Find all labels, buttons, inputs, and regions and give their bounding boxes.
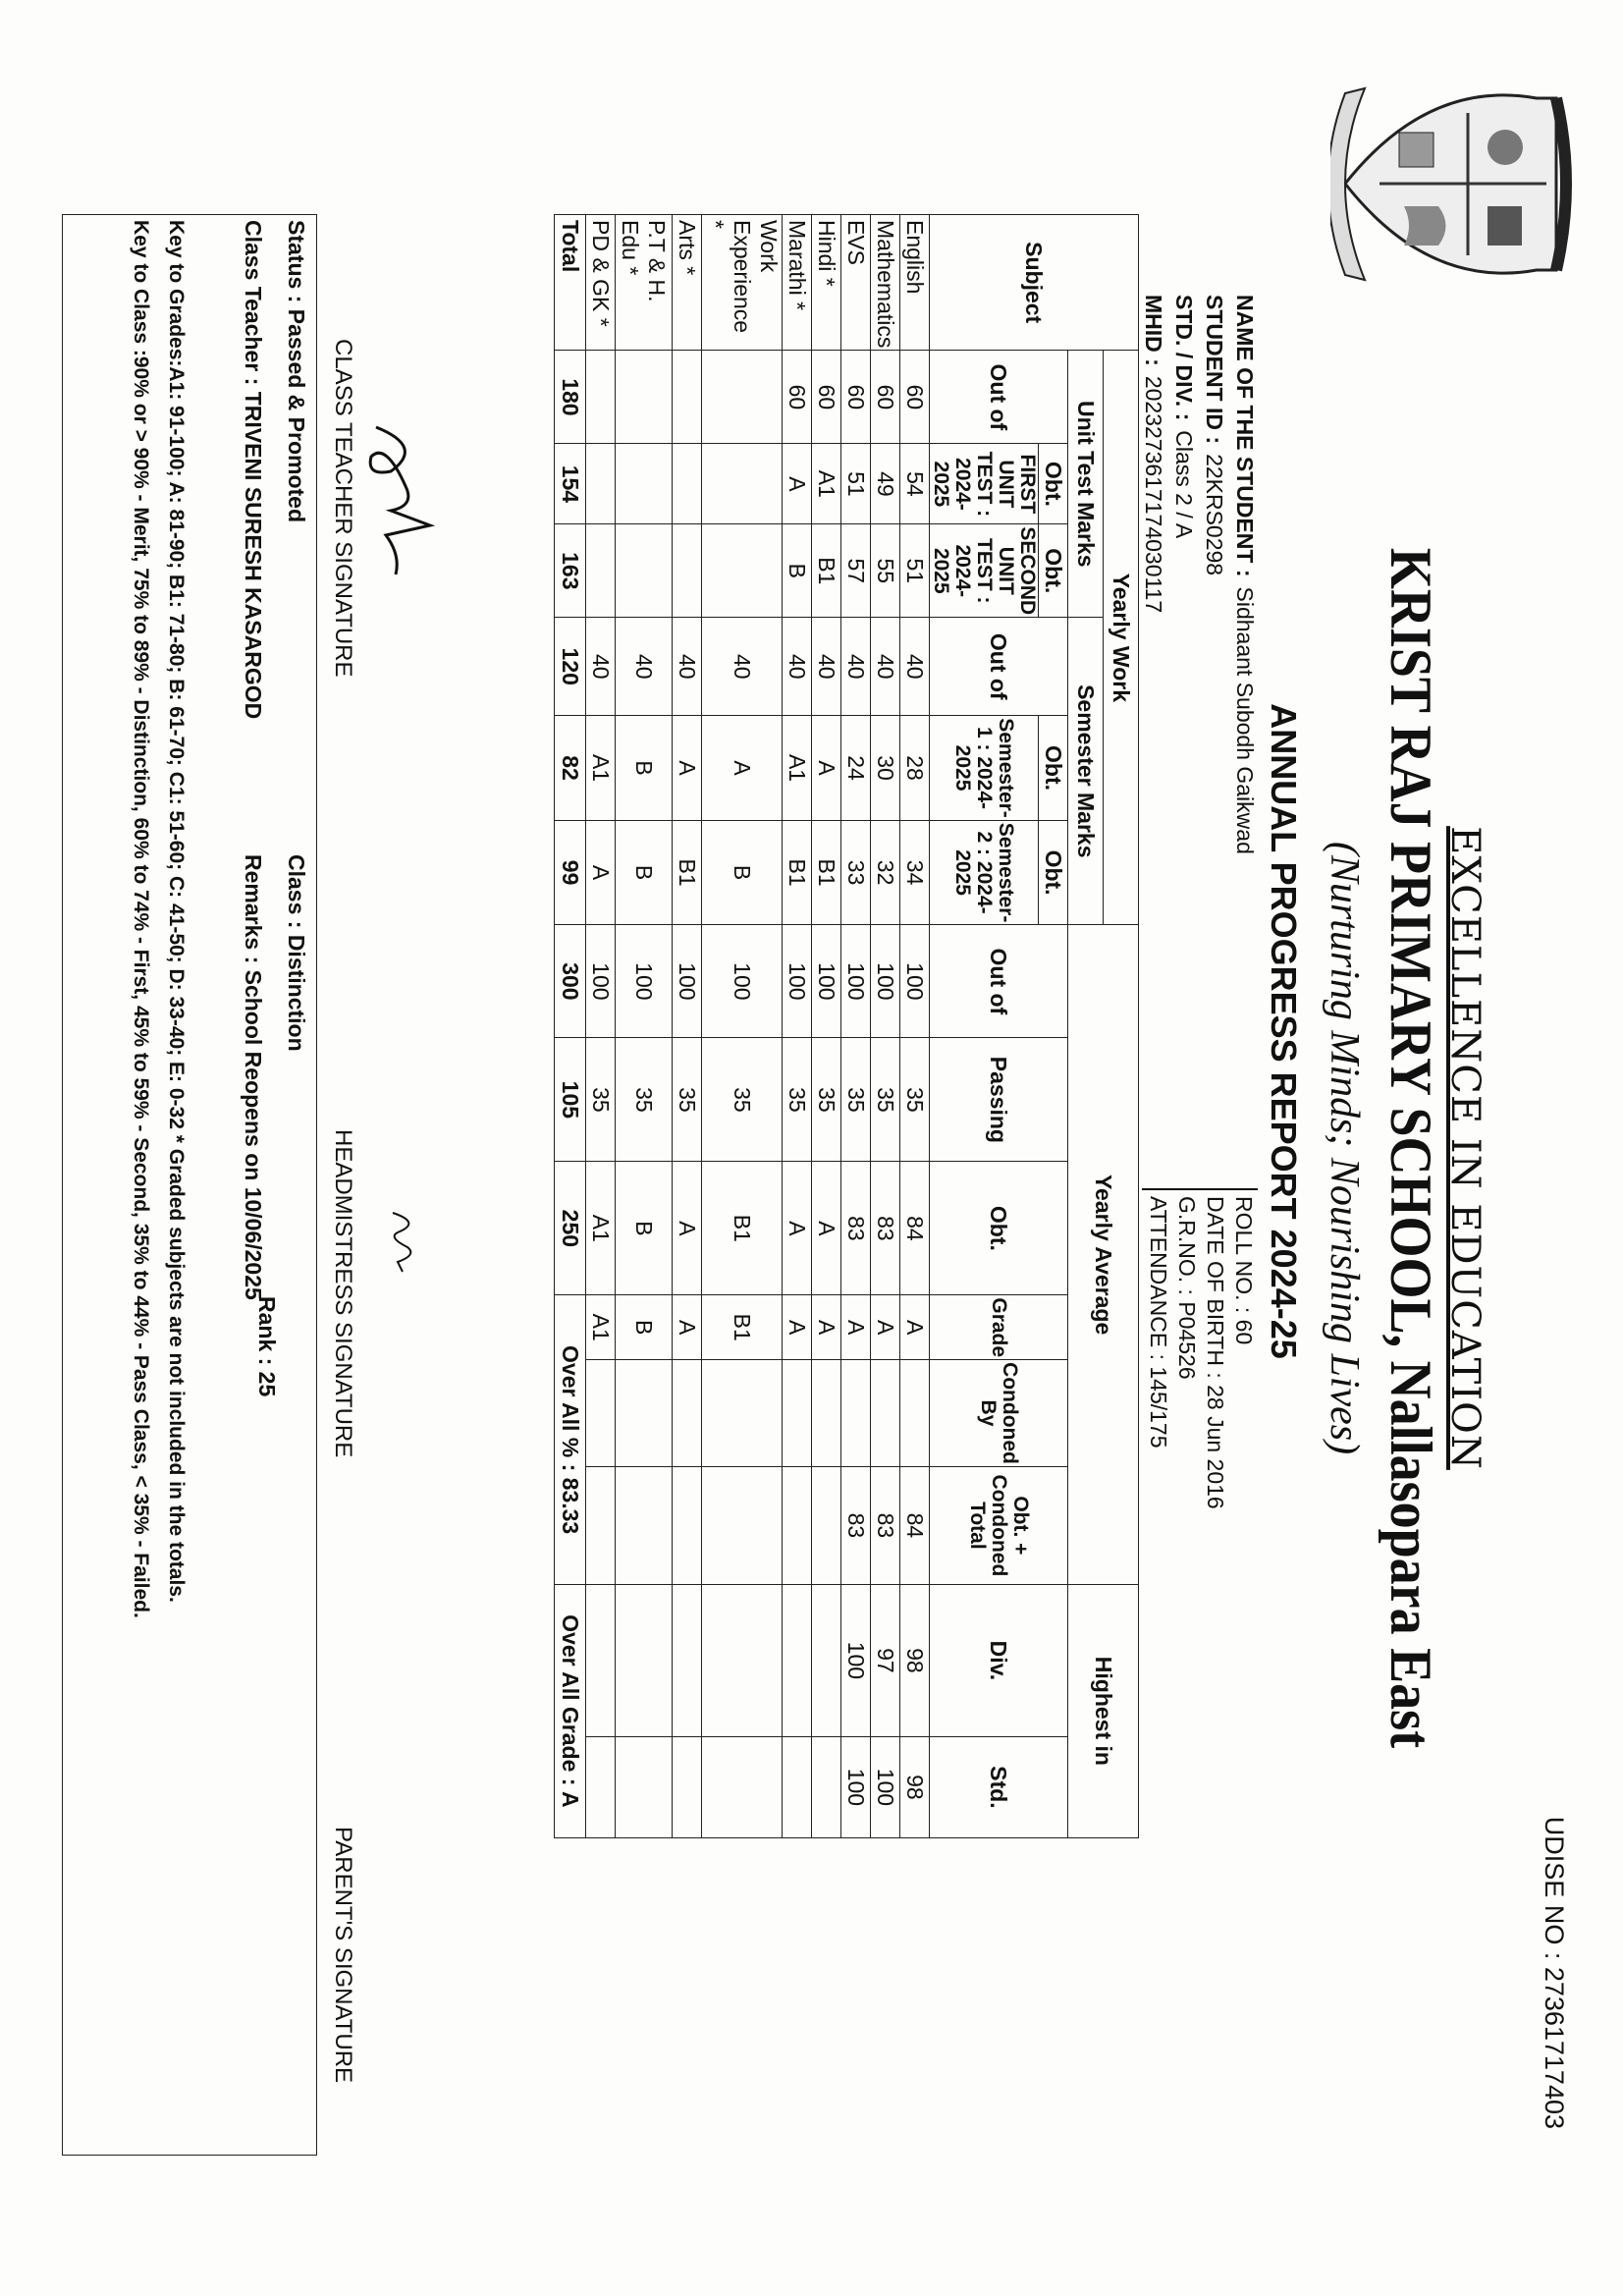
header-ut1: FIRST UNIT TEST : 2024-2025: [930, 444, 1039, 524]
ut1-cell: [616, 444, 673, 524]
table-row: [783, 215, 812, 1838]
sem1-cell: B: [616, 716, 673, 821]
roll-no: ROLL NO. : 60: [1231, 1196, 1257, 1345]
sem2-cell: 32: [871, 820, 900, 925]
condoned-by-cell: [586, 1360, 616, 1467]
ya-outof-cell: 100: [900, 925, 930, 1038]
total-sem1-cell: 82: [555, 716, 586, 821]
ut2-cell: [673, 524, 702, 618]
condoned-total-cell: 83: [871, 1466, 900, 1584]
highest-div-cell: 100: [841, 1584, 871, 1736]
student-std: Class 2 / A: [1171, 430, 1197, 539]
student-info-right: [1142, 1188, 1258, 1509]
passing-cell: 35: [783, 1038, 812, 1162]
condoned-total-cell: [673, 1466, 702, 1584]
subject-cell: Mathematics: [871, 215, 900, 351]
sem1-cell: A: [812, 716, 841, 821]
header-ya-obt: Obt.: [930, 1162, 1068, 1295]
condoned-by-cell: [812, 1360, 841, 1467]
ut1-cell: 49: [871, 444, 900, 524]
table-row: [616, 215, 673, 1838]
highest-std-cell: 100: [841, 1736, 871, 1837]
table-row: [586, 215, 616, 1838]
sem2-cell: B1: [812, 820, 841, 925]
ut2-cell: [616, 524, 673, 618]
sem-outof-cell: 40: [702, 618, 783, 716]
obt-cell: A: [673, 1162, 702, 1295]
overall-percentage: Over All % : 83.33: [555, 1295, 586, 1585]
passing-cell: 35: [702, 1038, 783, 1162]
marks-table-body: [555, 215, 930, 1838]
header-subject: Subject: [930, 215, 1139, 351]
ya-outof-cell: 100: [871, 925, 900, 1038]
sem2-cell: B: [616, 820, 673, 925]
condoned-by-cell: [900, 1360, 930, 1467]
highest-std-cell: [616, 1736, 673, 1837]
table-row: [900, 215, 930, 1838]
header-yearly-work: Yearly Work: [1104, 351, 1139, 925]
ut-outof-cell: [702, 351, 783, 444]
rank: Rank : 25: [254, 1296, 280, 1397]
condoned-total-cell: [702, 1466, 783, 1584]
header-passing: Passing: [930, 1038, 1068, 1162]
school-tagline: (Nurturing Minds; Nourishing Lives): [1322, 841, 1367, 1455]
class-teacher-signature-icon: [352, 417, 445, 584]
header-yearly-average: Yearly Average: [1068, 925, 1139, 1585]
ut-outof-cell: 60: [900, 351, 930, 444]
subject-cell: PD & GK *: [586, 215, 616, 351]
sem-outof-cell: 40: [673, 618, 702, 716]
obt-cell: 84: [900, 1162, 930, 1295]
grade-cell: A: [812, 1295, 841, 1360]
remarks: Remarks : School Reopens on 10/06/2025: [241, 854, 266, 1300]
header-ut2: SECOND UNIT TEST : 2024-2025: [930, 524, 1039, 618]
highest-std-cell: [702, 1736, 783, 1837]
total-passing-cell: 105: [555, 1038, 586, 1162]
grade-cell: A1: [586, 1295, 616, 1360]
total-ut2-cell: 163: [555, 524, 586, 618]
subject-cell: English: [900, 215, 930, 351]
subject-cell: Marathi *: [783, 215, 812, 351]
header-sem2-obt: Obt.: [1039, 820, 1068, 925]
mhid-label: MHID :: [1141, 295, 1166, 366]
header-div: Div.: [930, 1584, 1068, 1736]
ya-outof-cell: 100: [616, 925, 673, 1038]
sem-outof-cell: 40: [841, 618, 871, 716]
date-of-birth: DATE OF BIRTH : 28 Jun 2016: [1203, 1196, 1228, 1509]
condoned-total-cell: 83: [841, 1466, 871, 1584]
ut1-cell: [586, 444, 616, 524]
condoned-total-cell: 84: [900, 1466, 930, 1584]
header-unit-test: Unit Test Marks: [1068, 351, 1104, 618]
report-title: ANNUAL PROGRESS REPORT 2024-25: [1264, 703, 1304, 1359]
highest-div-cell: [586, 1584, 616, 1736]
ut1-cell: A: [783, 444, 812, 524]
obt-cell: 83: [841, 1162, 871, 1295]
result-box: [62, 214, 317, 2156]
sem-outof-cell: 40: [586, 618, 616, 716]
grade-cell: A: [673, 1295, 702, 1360]
ut2-cell: [586, 524, 616, 618]
total-ut1-cell: 154: [555, 444, 586, 524]
condoned-total-cell: [616, 1466, 673, 1584]
name-label: NAME OF THE STUDENT :: [1232, 295, 1258, 577]
total-sem2-cell: 99: [555, 820, 586, 925]
header-sem1-obt: Obt.: [1039, 716, 1068, 821]
condoned-by-cell: [702, 1360, 783, 1467]
ut-outof-cell: 60: [841, 351, 871, 444]
sem2-cell: B: [702, 820, 783, 925]
std-label: STD. / DIV. :: [1171, 295, 1197, 421]
header-highest-in: Highest in: [1068, 1584, 1139, 1837]
highest-std-cell: [783, 1736, 812, 1837]
header-condoned-total: Obt. + Condoned Total: [930, 1466, 1068, 1584]
total-ya-outof-cell: 300: [555, 925, 586, 1038]
grade-cell: B1: [702, 1295, 783, 1360]
sem-outof-cell: 40: [616, 618, 673, 716]
headmistress-signature-label: HEADMISTRESS SIGNATURE: [330, 1129, 356, 1458]
sem-outof-cell: 40: [900, 618, 930, 716]
header-ya-outof: Out of: [930, 925, 1068, 1038]
ut2-cell: B: [783, 524, 812, 618]
class-teacher-name: Class Teacher : TRIVENI SURESH KASARGOD: [241, 220, 266, 720]
attendance: ATTENDANCE : 145/175: [1146, 1196, 1171, 1449]
grade-cell: A: [900, 1295, 930, 1360]
student-info: [1138, 295, 1260, 854]
header-sem2: Semester-2 : 2024-2025: [930, 820, 1039, 925]
passing-cell: 35: [812, 1038, 841, 1162]
marks-table: [554, 214, 1139, 1838]
passing-cell: 35: [871, 1038, 900, 1162]
condoned-total-cell: [812, 1466, 841, 1584]
ut1-cell: 51: [841, 444, 871, 524]
ya-outof-cell: 100: [783, 925, 812, 1038]
highest-div-cell: [616, 1584, 673, 1736]
student-name: Sidhaant Subodh Gaikwad: [1232, 586, 1258, 854]
ut2-cell: 57: [841, 524, 871, 618]
parent-signature-label: PARENT'S SIGNATURE: [330, 1827, 356, 2084]
ut-outof-cell: 60: [871, 351, 900, 444]
sem1-cell: A: [673, 716, 702, 821]
highest-div-cell: [702, 1584, 783, 1736]
ya-outof-cell: 100: [841, 925, 871, 1038]
passing-cell: 35: [900, 1038, 930, 1162]
highest-std-cell: 100: [871, 1736, 900, 1837]
highest-div-cell: [673, 1584, 702, 1736]
class-teacher-signature-label: CLASS TEACHER SIGNATURE: [330, 339, 356, 678]
sem2-cell: B1: [783, 820, 812, 925]
sem2-cell: 34: [900, 820, 930, 925]
header-std: Std.: [930, 1736, 1068, 1837]
sem2-cell: A: [586, 820, 616, 925]
highest-div-cell: 98: [900, 1584, 930, 1736]
class-key: Key to Class :90% or > 90% - Merit, 75% to 89% - Distinction, 60% to 74% - First, 45% to 59% - Second, 35% to 44% - Pass Class, < 35% - Failed.: [130, 220, 152, 1618]
highest-std-cell: 98: [900, 1736, 930, 1837]
student-mhid: 2023273617174030117: [1141, 375, 1166, 614]
sem1-cell: A1: [783, 716, 812, 821]
highest-std-cell: [586, 1736, 616, 1837]
headmistress-signature-icon: [383, 1208, 427, 1277]
total-obt-cell: 250: [555, 1162, 586, 1295]
ut2-cell: 55: [871, 524, 900, 618]
ut-outof-cell: 60: [783, 351, 812, 444]
grade-cell: A: [783, 1295, 812, 1360]
gr-no: G.R.NO. : P04526: [1174, 1196, 1200, 1380]
grade-cell: A: [841, 1295, 871, 1360]
sem2-cell: 33: [841, 820, 871, 925]
table-row: [673, 215, 702, 1838]
ut1-cell: A1: [812, 444, 841, 524]
sem-outof-cell: 40: [812, 618, 841, 716]
condoned-total-cell: [586, 1466, 616, 1584]
highest-std-cell: [673, 1736, 702, 1837]
sem1-cell: 28: [900, 716, 930, 821]
header-ut2-obt: Obt.: [1039, 524, 1068, 618]
obt-cell: B: [616, 1162, 673, 1295]
grade-cell: A: [871, 1295, 900, 1360]
subject-cell: Arts *: [673, 215, 702, 351]
ut-outof-cell: 60: [812, 351, 841, 444]
school-slogan: EXCELLENCE IN EDUCATION: [1442, 826, 1488, 1470]
ut1-cell: [673, 444, 702, 524]
sem1-cell: A: [702, 716, 783, 821]
student-id: 22KRS0298: [1202, 454, 1227, 576]
ut1-cell: [702, 444, 783, 524]
school-name: KRIST RAJ PRIMARY SCHOOL, Nallasopara East: [1379, 547, 1443, 1749]
total-row: [555, 215, 586, 1838]
subject-cell: EVS: [841, 215, 871, 351]
subject-cell: P.T & H. Edu *: [616, 215, 673, 351]
sem1-cell: A1: [586, 716, 616, 821]
sem2-cell: B1: [673, 820, 702, 925]
condoned-by-cell: [871, 1360, 900, 1467]
header-ut-outof: Out of: [930, 351, 1068, 444]
table-row: [812, 215, 841, 1838]
ya-outof-cell: 100: [702, 925, 783, 1038]
obt-cell: 83: [871, 1162, 900, 1295]
highest-div-cell: 97: [871, 1584, 900, 1736]
highest-div-cell: [783, 1584, 812, 1736]
table-row: [702, 215, 783, 1838]
grade-key: Key to Grades:A1: 91-100; A: 81-90; B1: 71-80; B: 61-70; C1: 51-60; C: 41-50; D: 33-40; E: 0-32 * Graded subjects are not included in the totals.: [165, 220, 188, 1603]
ut-outof-cell: [586, 351, 616, 444]
highest-div-cell: [812, 1584, 841, 1736]
ya-outof-cell: 100: [586, 925, 616, 1038]
condoned-by-cell: [841, 1360, 871, 1467]
table-row: [841, 215, 871, 1838]
header-ut1-obt: Obt.: [1039, 444, 1068, 524]
sem-outof-cell: 40: [783, 618, 812, 716]
condoned-by-cell: [616, 1360, 673, 1467]
student-id-label: STUDENT ID :: [1202, 295, 1227, 445]
ya-outof-cell: 100: [673, 925, 702, 1038]
header-condoned-by: Condoned By: [930, 1360, 1068, 1467]
class-result: Class : Distinction: [284, 854, 309, 1052]
condoned-by-cell: [783, 1360, 812, 1467]
sem1-cell: 30: [871, 716, 900, 821]
subject-cell: Hindi *: [812, 215, 841, 351]
total-ut-outof-cell: 180: [555, 351, 586, 444]
ut2-cell: [702, 524, 783, 618]
total-subject-cell: Total: [555, 215, 586, 351]
obt-cell: A: [812, 1162, 841, 1295]
ut-outof-cell: [673, 351, 702, 444]
subject-cell: Work Experience *: [702, 215, 783, 351]
passing-cell: 35: [673, 1038, 702, 1162]
ya-outof-cell: 100: [812, 925, 841, 1038]
status: Status : Passed & Promoted: [284, 220, 309, 523]
condoned-total-cell: [783, 1466, 812, 1584]
sem1-cell: 24: [841, 716, 871, 821]
ut-outof-cell: [616, 351, 673, 444]
ut1-cell: 54: [900, 444, 930, 524]
condoned-by-cell: [673, 1360, 702, 1467]
header-semester: Semester Marks: [1068, 618, 1104, 925]
header-grade: Grade: [930, 1295, 1068, 1360]
sem-outof-cell: 40: [871, 618, 900, 716]
passing-cell: 35: [586, 1038, 616, 1162]
table-row: [871, 215, 900, 1838]
highest-std-cell: [812, 1736, 841, 1837]
ut2-cell: B1: [812, 524, 841, 618]
obt-cell: A1: [586, 1162, 616, 1295]
total-sem-outof-cell: 120: [555, 618, 586, 716]
grade-cell: B: [616, 1295, 673, 1360]
passing-cell: 35: [841, 1038, 871, 1162]
ut2-cell: 51: [900, 524, 930, 618]
header-sem1: Semester-1 : 2024-2025: [930, 716, 1039, 821]
udise-number: UDISE NO : 27361717403: [1540, 1816, 1569, 2129]
overall-grade: Over All Grade : A: [555, 1584, 586, 1837]
obt-cell: A: [783, 1162, 812, 1295]
header-sem-outof: Out of: [930, 618, 1068, 716]
passing-cell: 35: [616, 1038, 673, 1162]
obt-cell: B1: [702, 1162, 783, 1295]
